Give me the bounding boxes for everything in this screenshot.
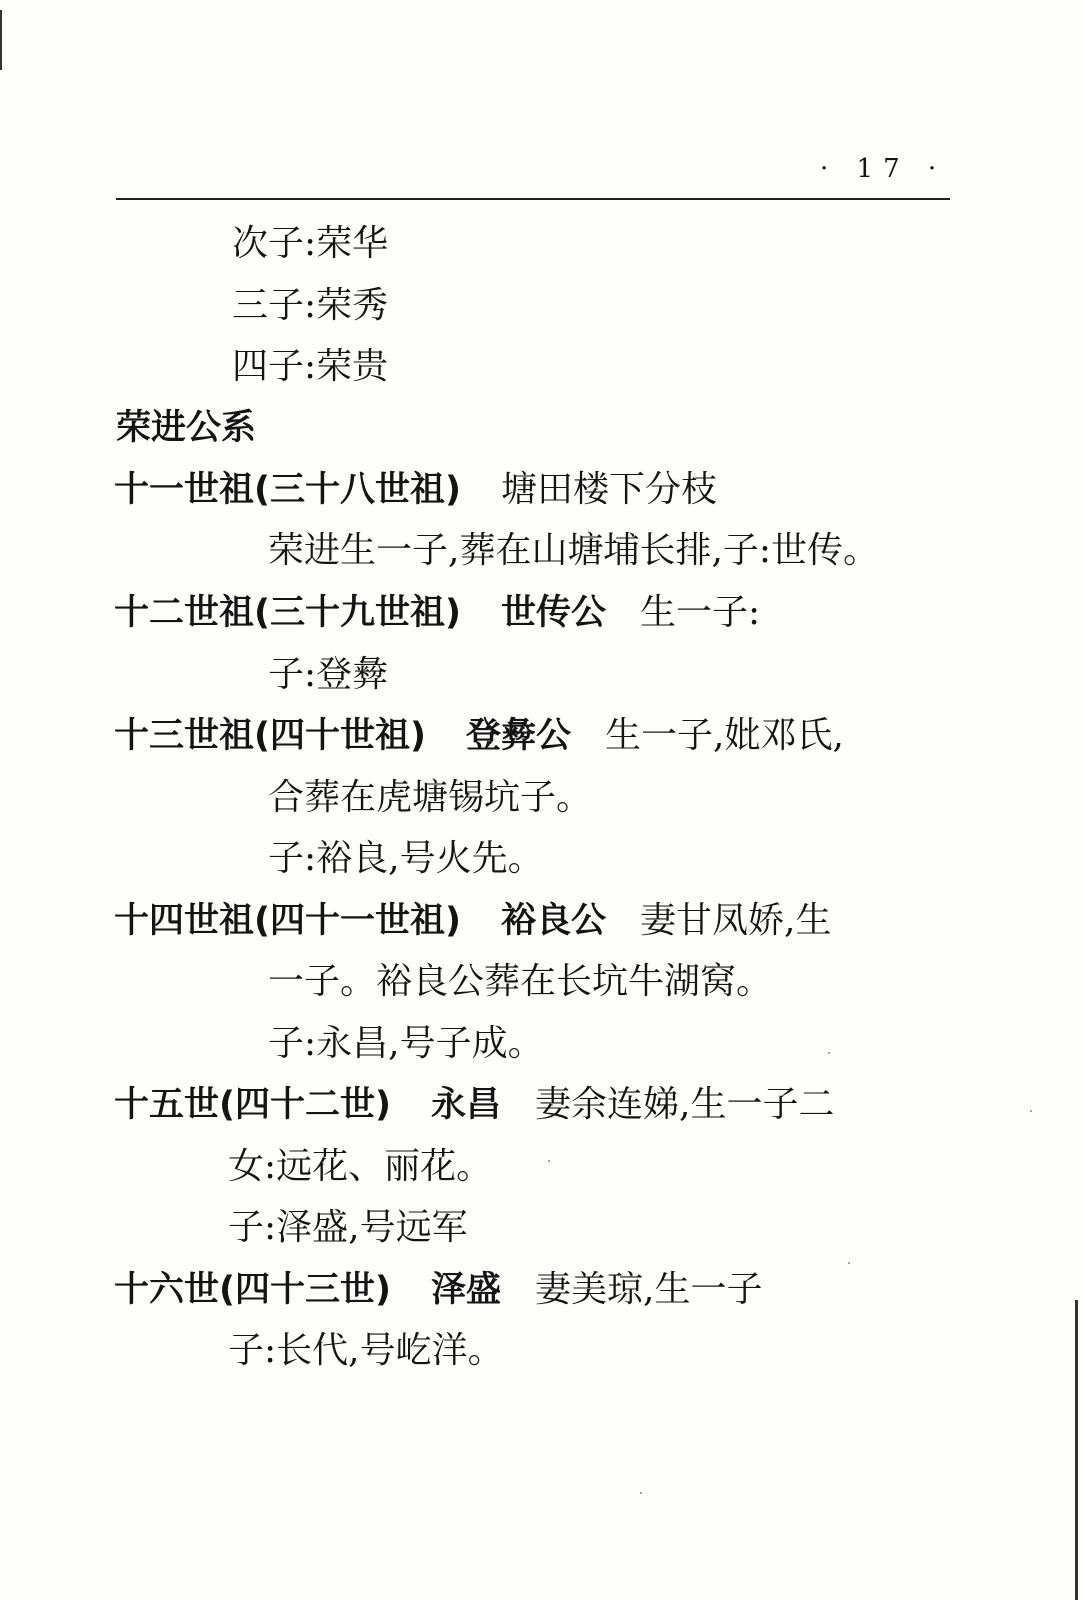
- generation-label: 十一世祖(三十八世祖): [114, 470, 461, 510]
- entry-note: 妻美琼,生一子: [535, 1269, 763, 1310]
- generation-label: 十六世(四十三世): [114, 1270, 391, 1310]
- ancestor-name: 登彜公: [466, 716, 572, 756]
- genealogy-entry-header: [114, 1083, 834, 1127]
- entry-note: 塘田楼下分枝: [501, 469, 718, 510]
- sons-list-item: 四子:荣贵: [232, 346, 389, 387]
- scan-speck: [848, 1262, 850, 1264]
- ancestor-name: 泽盛: [431, 1270, 502, 1310]
- ancestor-name: 永昌: [431, 1085, 502, 1125]
- entry-note: 妻余连娣,生一子二: [535, 1084, 835, 1125]
- entry-text-line: 子:长代,号屹洋。: [228, 1330, 504, 1371]
- sons-list-item: 次子:荣华: [232, 223, 389, 264]
- genealogy-entry-header: [114, 714, 844, 758]
- genealogy-entry-header: [114, 591, 760, 635]
- entry-text-line: 子:永昌,号子成。: [268, 1023, 544, 1064]
- scan-edge-mark: [0, 10, 2, 70]
- entry-text-line: 一子。裕良公葬在长坑牛湖窝。: [268, 961, 773, 1002]
- genealogy-entry-header: [114, 468, 717, 512]
- section-title: 荣进公系: [116, 408, 257, 448]
- entry-text-line: 子:裕良,号火先。: [268, 838, 544, 879]
- entry-text-line: 子:泽盛,号远军: [228, 1207, 468, 1248]
- scan-speck: [828, 1052, 830, 1054]
- scan-speck: [640, 1492, 642, 1494]
- entry-text-line: 合葬在虎塘锡坑子。: [268, 777, 593, 818]
- entry-text-line: 女:远花、丽花。: [228, 1146, 493, 1187]
- genealogy-entry-header: [114, 1268, 762, 1312]
- scan-edge-shadow: [1075, 1300, 1078, 1600]
- ancestor-name: 世传公: [501, 593, 607, 633]
- page-number: · 17 ·: [820, 154, 947, 184]
- scan-speck: [1030, 1110, 1032, 1112]
- sons-list-item: 三子:荣秀: [232, 285, 389, 326]
- entry-text-line: 子:登彜: [268, 654, 389, 695]
- entry-note: 生一子,妣邓氏,: [605, 715, 844, 756]
- ancestor-name: 裕良公: [501, 901, 607, 941]
- scan-speck: [548, 1160, 550, 1162]
- entry-note: 妻甘凤娇,生: [640, 900, 832, 941]
- generation-label: 十五世(四十二世): [114, 1085, 391, 1125]
- generation-label: 十二世祖(三十九世祖): [114, 593, 461, 633]
- generation-label: 十四世祖(四十一世祖): [114, 901, 461, 941]
- genealogy-entry-header: [114, 899, 831, 943]
- entry-note: 生一子:: [640, 592, 761, 633]
- generation-label: 十三世祖(四十世祖): [114, 716, 426, 756]
- entry-text-line: 荣进生一子,葬在山塘埔长排,子:世传。: [268, 530, 880, 571]
- header-rule: [116, 198, 950, 200]
